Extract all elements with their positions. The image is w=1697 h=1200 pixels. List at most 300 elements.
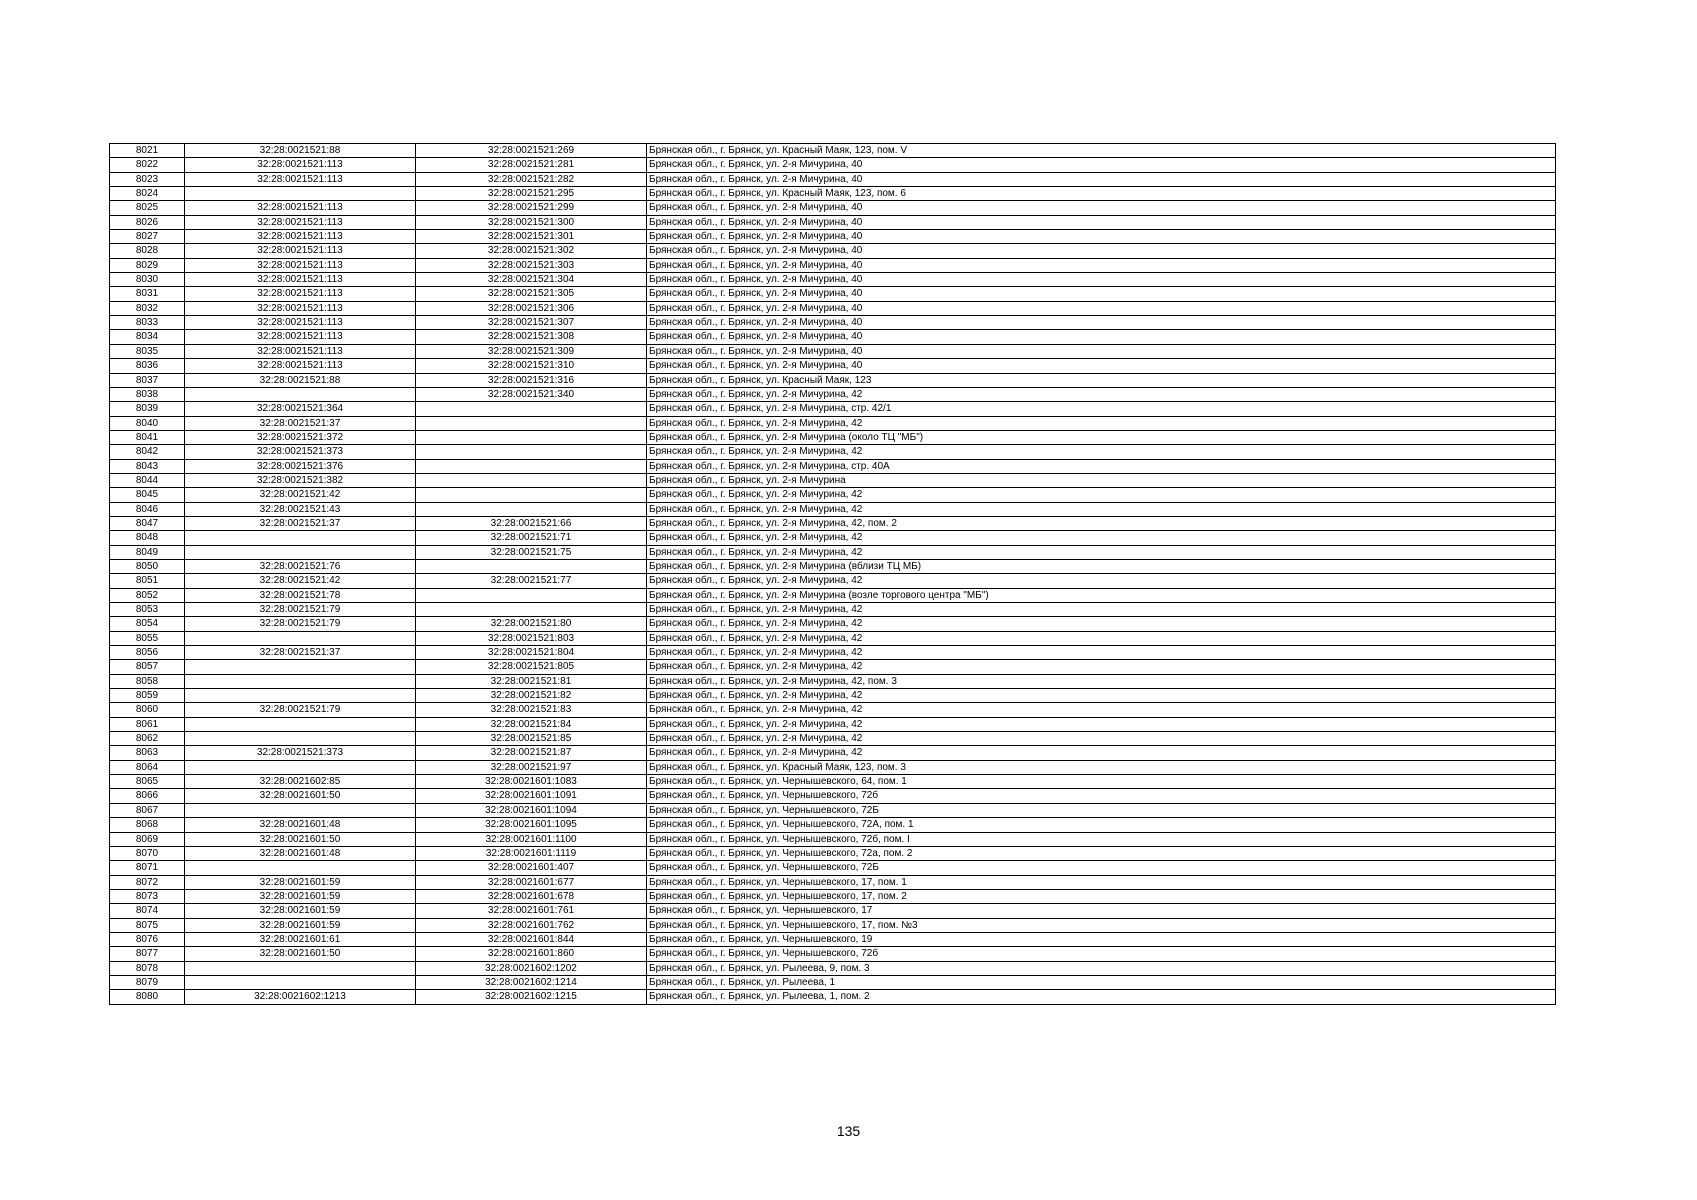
table-row (110, 904, 1556, 918)
address-cell: Брянская обл., г. Брянск, ул. Чернышевского, 19 (647, 932, 1556, 946)
table-row (110, 932, 1556, 946)
row-number-cell: 8070 (110, 846, 185, 860)
row-number-cell: 8057 (110, 660, 185, 674)
parcel-number-cell: 32:28:0021521:113 (185, 215, 416, 229)
address-cell: Брянская обл., г. Брянск, ул. Чернышевского, 17, пом. 2 (647, 889, 1556, 903)
table-row (110, 301, 1556, 315)
object-number-cell: 32:28:0021521:295 (416, 187, 647, 201)
table-row (110, 588, 1556, 602)
row-number-cell: 8055 (110, 631, 185, 645)
row-number-cell: 8030 (110, 273, 185, 287)
address-cell: Брянская обл., г. Брянск, ул. Чернышевского, 72Б (647, 803, 1556, 817)
object-number-cell: 32:28:0021521:805 (416, 660, 647, 674)
table-row (110, 387, 1556, 401)
object-number-cell: 32:28:0021601:860 (416, 947, 647, 961)
object-number-cell (416, 559, 647, 573)
object-number-cell: 32:28:0021601:678 (416, 889, 647, 903)
parcel-number-cell: 32:28:0021601:59 (185, 889, 416, 903)
parcel-number-cell: 32:28:0021521:113 (185, 158, 416, 172)
address-cell: Брянская обл., г. Брянск, ул. 2-я Мичурина, 40 (647, 301, 1556, 315)
address-cell: Брянская обл., г. Брянск, ул. Чернышевского, 72а, пом. 2 (647, 846, 1556, 860)
table-row (110, 531, 1556, 545)
parcel-number-cell (185, 387, 416, 401)
parcel-number-cell: 32:28:0021521:78 (185, 588, 416, 602)
address-cell: Брянская обл., г. Брянск, ул. Чернышевского, 72б (647, 947, 1556, 961)
object-number-cell: 32:28:0021521:303 (416, 258, 647, 272)
parcel-number-cell (185, 975, 416, 989)
address-cell: Брянская обл., г. Брянск, ул. Красный Маяк, 123 (647, 373, 1556, 387)
address-cell: Брянская обл., г. Брянск, ул. 2-я Мичурина, 42 (647, 488, 1556, 502)
row-number-cell: 8026 (110, 215, 185, 229)
row-number-cell: 8060 (110, 703, 185, 717)
parcel-number-cell: 32:28:0021521:113 (185, 359, 416, 373)
table-row (110, 975, 1556, 989)
parcel-number-cell: 32:28:0021601:48 (185, 846, 416, 860)
row-number-cell: 8074 (110, 904, 185, 918)
address-cell: Брянская обл., г. Брянск, ул. 2-я Мичурина (около ТЦ "МБ") (647, 430, 1556, 444)
row-number-cell: 8066 (110, 789, 185, 803)
object-number-cell: 32:28:0021602:1215 (416, 990, 647, 1004)
table-row (110, 445, 1556, 459)
table-row (110, 158, 1556, 172)
parcel-number-cell: 32:28:0021521:113 (185, 301, 416, 315)
parcel-number-cell (185, 861, 416, 875)
row-number-cell: 8049 (110, 545, 185, 559)
row-number-cell: 8024 (110, 187, 185, 201)
parcel-number-cell: 32:28:0021521:113 (185, 201, 416, 215)
parcel-number-cell (185, 717, 416, 731)
parcel-number-cell: 32:28:0021521:113 (185, 230, 416, 244)
table-row (110, 818, 1556, 832)
object-number-cell: 32:28:0021521:309 (416, 344, 647, 358)
object-number-cell: 32:28:0021521:308 (416, 330, 647, 344)
parcel-number-cell: 32:28:0021521:376 (185, 459, 416, 473)
parcel-number-cell: 32:28:0021601:59 (185, 904, 416, 918)
parcel-number-cell: 32:28:0021601:50 (185, 832, 416, 846)
row-number-cell: 8034 (110, 330, 185, 344)
object-number-cell: 32:28:0021521:66 (416, 516, 647, 530)
table-row (110, 746, 1556, 760)
row-number-cell: 8039 (110, 402, 185, 416)
parcel-number-cell: 32:28:0021521:382 (185, 473, 416, 487)
row-number-cell: 8076 (110, 932, 185, 946)
table-row (110, 316, 1556, 330)
parcel-number-cell (185, 803, 416, 817)
table-row (110, 330, 1556, 344)
object-number-cell (416, 502, 647, 516)
address-cell: Брянская обл., г. Брянск, ул. 2-я Мичурина, 42 (647, 545, 1556, 559)
table-row (110, 273, 1556, 287)
row-number-cell: 8036 (110, 359, 185, 373)
address-cell: Брянская обл., г. Брянск, ул. 2-я Мичурина, 42, пом. 3 (647, 674, 1556, 688)
address-cell: Брянская обл., г. Брянск, ул. Красный Маяк, 123, пом. 6 (647, 187, 1556, 201)
address-cell: Брянская обл., г. Брянск, ул. 2-я Мичурина, 42 (647, 717, 1556, 731)
parcel-number-cell: 32:28:0021521:79 (185, 703, 416, 717)
row-number-cell: 8040 (110, 416, 185, 430)
object-number-cell: 32:28:0021521:310 (416, 359, 647, 373)
table-row (110, 502, 1556, 516)
address-cell: Брянская обл., г. Брянск, ул. 2-я Мичурина, 42 (647, 502, 1556, 516)
table-row (110, 660, 1556, 674)
parcel-number-cell: 32:28:0021601:61 (185, 932, 416, 946)
row-number-cell: 8073 (110, 889, 185, 903)
row-number-cell: 8025 (110, 201, 185, 215)
parcel-number-cell: 32:28:0021601:59 (185, 918, 416, 932)
row-number-cell: 8071 (110, 861, 185, 875)
address-cell: Брянская обл., г. Брянск, ул. 2-я Мичурина (возле торгового центра "МБ") (647, 588, 1556, 602)
row-number-cell: 8061 (110, 717, 185, 731)
object-number-cell: 32:28:0021521:80 (416, 617, 647, 631)
row-number-cell: 8042 (110, 445, 185, 459)
row-number-cell: 8067 (110, 803, 185, 817)
object-number-cell: 32:28:0021521:75 (416, 545, 647, 559)
object-number-cell: 32:28:0021601:1119 (416, 846, 647, 860)
row-number-cell: 8077 (110, 947, 185, 961)
parcel-number-cell: 32:28:0021521:372 (185, 430, 416, 444)
table-row (110, 918, 1556, 932)
row-number-cell: 8032 (110, 301, 185, 315)
row-number-cell: 8050 (110, 559, 185, 573)
address-cell: Брянская обл., г. Брянск, ул. 2-я Мичурина, 42 (647, 531, 1556, 545)
object-number-cell: 32:28:0021521:97 (416, 760, 647, 774)
table-row (110, 373, 1556, 387)
address-cell: Брянская обл., г. Брянск, ул. 2-я Мичурина, стр. 42/1 (647, 402, 1556, 416)
parcel-number-cell: 32:28:0021521:373 (185, 746, 416, 760)
address-cell: Брянская обл., г. Брянск, ул. 2-я Мичурина, 40 (647, 258, 1556, 272)
address-cell: Брянская обл., г. Брянск, ул. 2-я Мичурина, 42 (647, 746, 1556, 760)
page-number: 135 (836, 1123, 861, 1139)
object-number-cell: 32:28:0021521:82 (416, 689, 647, 703)
table-row (110, 846, 1556, 860)
object-number-cell (416, 445, 647, 459)
address-cell: Брянская обл., г. Брянск, ул. Чернышевского, 64, пом. 1 (647, 775, 1556, 789)
row-number-cell: 8041 (110, 430, 185, 444)
parcel-number-cell: 32:28:0021521:79 (185, 617, 416, 631)
table-row (110, 646, 1556, 660)
object-number-cell: 32:28:0021521:87 (416, 746, 647, 760)
address-cell: Брянская обл., г. Брянск, ул. 2-я Мичурина, 40 (647, 201, 1556, 215)
table-row (110, 516, 1556, 530)
table-row (110, 760, 1556, 774)
object-number-cell: 32:28:0021521:307 (416, 316, 647, 330)
object-number-cell: 32:28:0021521:71 (416, 531, 647, 545)
address-cell: Брянская обл., г. Брянск, ул. 2-я Мичурина, 42 (647, 416, 1556, 430)
address-cell: Брянская обл., г. Брянск, ул. 2-я Мичурина, 42 (647, 703, 1556, 717)
address-cell: Брянская обл., г. Брянск, ул. Рылеева, 1, пом. 2 (647, 990, 1556, 1004)
row-number-cell: 8043 (110, 459, 185, 473)
row-number-cell: 8037 (110, 373, 185, 387)
row-number-cell: 8064 (110, 760, 185, 774)
parcel-number-cell: 32:28:0021602:85 (185, 775, 416, 789)
object-number-cell: 32:28:0021521:81 (416, 674, 647, 688)
address-cell: Брянская обл., г. Брянск, ул. Рылеева, 9, пом. 3 (647, 961, 1556, 975)
address-cell: Брянская обл., г. Брянск, ул. Рылеева, 1 (647, 975, 1556, 989)
address-cell: Брянская обл., г. Брянск, ул. 2-я Мичурина, 42 (647, 387, 1556, 401)
table-row (110, 861, 1556, 875)
table-row (110, 187, 1556, 201)
row-number-cell: 8046 (110, 502, 185, 516)
row-number-cell: 8068 (110, 818, 185, 832)
row-number-cell: 8052 (110, 588, 185, 602)
parcel-number-cell: 32:28:0021521:37 (185, 416, 416, 430)
parcel-number-cell: 32:28:0021521:42 (185, 488, 416, 502)
object-number-cell: 32:28:0021602:1202 (416, 961, 647, 975)
object-number-cell: 32:28:0021521:84 (416, 717, 647, 731)
table-row (110, 789, 1556, 803)
address-cell: Брянская обл., г. Брянск, ул. 2-я Мичурина, 40 (647, 287, 1556, 301)
table-row (110, 144, 1556, 158)
object-number-cell (416, 402, 647, 416)
object-number-cell: 32:28:0021521:305 (416, 287, 647, 301)
parcel-number-cell: 32:28:0021521:113 (185, 258, 416, 272)
object-number-cell (416, 488, 647, 502)
object-number-cell: 32:28:0021521:302 (416, 244, 647, 258)
table-row (110, 803, 1556, 817)
row-number-cell: 8051 (110, 574, 185, 588)
table-row (110, 717, 1556, 731)
address-cell: Брянская обл., г. Брянск, ул. 2-я Мичурина, 42 (647, 689, 1556, 703)
row-number-cell: 8044 (110, 473, 185, 487)
address-cell: Брянская обл., г. Брянск, ул. 2-я Мичурина, 42 (647, 574, 1556, 588)
parcel-number-cell (185, 545, 416, 559)
address-cell: Брянская обл., г. Брянск, ул. 2-я Мичурина, стр. 40А (647, 459, 1556, 473)
parcel-number-cell: 32:28:0021521:113 (185, 172, 416, 186)
table-row (110, 545, 1556, 559)
table-row (110, 473, 1556, 487)
address-cell: Брянская обл., г. Брянск, ул. Чернышевского, 17, пом. 1 (647, 875, 1556, 889)
object-number-cell: 32:28:0021521:804 (416, 646, 647, 660)
row-number-cell: 8047 (110, 516, 185, 530)
table-row (110, 344, 1556, 358)
table-row (110, 947, 1556, 961)
table-row (110, 990, 1556, 1004)
object-number-cell: 32:28:0021521:300 (416, 215, 647, 229)
object-number-cell: 32:28:0021601:1091 (416, 789, 647, 803)
row-number-cell: 8027 (110, 230, 185, 244)
table-row (110, 459, 1556, 473)
table-row (110, 875, 1556, 889)
address-cell: Брянская обл., г. Брянск, ул. 2-я Мичурина, 42 (647, 603, 1556, 617)
row-number-cell: 8056 (110, 646, 185, 660)
object-number-cell (416, 588, 647, 602)
row-number-cell: 8079 (110, 975, 185, 989)
address-cell: Брянская обл., г. Брянск, ул. 2-я Мичурина, 42 (647, 660, 1556, 674)
table-row (110, 215, 1556, 229)
table-row (110, 703, 1556, 717)
registry-table (109, 143, 1556, 1005)
parcel-number-cell: 32:28:0021521:37 (185, 516, 416, 530)
table-row (110, 244, 1556, 258)
row-number-cell: 8045 (110, 488, 185, 502)
address-cell: Брянская обл., г. Брянск, ул. Чернышевского, 72Б (647, 861, 1556, 875)
object-number-cell: 32:28:0021601:407 (416, 861, 647, 875)
row-number-cell: 8028 (110, 244, 185, 258)
object-number-cell: 32:28:0021521:340 (416, 387, 647, 401)
parcel-number-cell: 32:28:0021521:42 (185, 574, 416, 588)
address-cell: Брянская обл., г. Брянск, ул. Чернышевского, 17, пом. №3 (647, 918, 1556, 932)
address-cell: Брянская обл., г. Брянск, ул. 2-я Мичурина, 42 (647, 445, 1556, 459)
row-number-cell: 8031 (110, 287, 185, 301)
address-cell: Брянская обл., г. Брянск, ул. 2-я Мичурина, 40 (647, 359, 1556, 373)
parcel-number-cell (185, 531, 416, 545)
parcel-number-cell (185, 961, 416, 975)
table-row (110, 732, 1556, 746)
row-number-cell: 8054 (110, 617, 185, 631)
parcel-number-cell: 32:28:0021521:76 (185, 559, 416, 573)
table-row (110, 230, 1556, 244)
address-cell: Брянская обл., г. Брянск, ул. Красный Маяк, 123, пом. 3 (647, 760, 1556, 774)
table-row (110, 559, 1556, 573)
object-number-cell: 32:28:0021521:269 (416, 144, 647, 158)
object-number-cell (416, 603, 647, 617)
object-number-cell: 32:28:0021521:803 (416, 631, 647, 645)
object-number-cell: 32:28:0021521:306 (416, 301, 647, 315)
object-number-cell: 32:28:0021601:1100 (416, 832, 647, 846)
address-cell: Брянская обл., г. Брянск, ул. Чернышевского, 72б (647, 789, 1556, 803)
object-number-cell: 32:28:0021602:1214 (416, 975, 647, 989)
object-number-cell: 32:28:0021521:301 (416, 230, 647, 244)
row-number-cell: 8078 (110, 961, 185, 975)
address-cell: Брянская обл., г. Брянск, ул. 2-я Мичурина, 40 (647, 344, 1556, 358)
object-number-cell: 32:28:0021521:282 (416, 172, 647, 186)
table-row (110, 402, 1556, 416)
row-number-cell: 8021 (110, 144, 185, 158)
address-cell: Брянская обл., г. Брянск, ул. 2-я Мичурина, 42 (647, 617, 1556, 631)
row-number-cell: 8035 (110, 344, 185, 358)
address-cell: Брянская обл., г. Брянск, ул. 2-я Мичурина, 42, пом. 2 (647, 516, 1556, 530)
row-number-cell: 8059 (110, 689, 185, 703)
parcel-number-cell: 32:28:0021521:43 (185, 502, 416, 516)
table-row (110, 574, 1556, 588)
address-cell: Брянская обл., г. Брянск, ул. Чернышевского, 72б, пом. I (647, 832, 1556, 846)
address-cell: Брянская обл., г. Брянск, ул. 2-я Мичурина, 40 (647, 273, 1556, 287)
address-cell: Брянская обл., г. Брянск, ул. 2-я Мичурина (вблизи ТЦ МБ) (647, 559, 1556, 573)
object-number-cell (416, 459, 647, 473)
table-row (110, 832, 1556, 846)
object-number-cell: 32:28:0021521:316 (416, 373, 647, 387)
row-number-cell: 8063 (110, 746, 185, 760)
parcel-number-cell: 32:28:0021521:37 (185, 646, 416, 660)
object-number-cell: 32:28:0021521:77 (416, 574, 647, 588)
address-cell: Брянская обл., г. Брянск, ул. 2-я Мичурина, 40 (647, 316, 1556, 330)
object-number-cell: 32:28:0021521:304 (416, 273, 647, 287)
parcel-number-cell: 32:28:0021601:59 (185, 875, 416, 889)
parcel-number-cell: 32:28:0021521:113 (185, 273, 416, 287)
row-number-cell: 8022 (110, 158, 185, 172)
object-number-cell: 32:28:0021521:281 (416, 158, 647, 172)
address-cell: Брянская обл., г. Брянск, ул. 2-я Мичурина (647, 473, 1556, 487)
address-cell: Брянская обл., г. Брянск, ул. 2-я Мичурина, 40 (647, 244, 1556, 258)
parcel-number-cell: 32:28:0021521:79 (185, 603, 416, 617)
address-cell: Брянская обл., г. Брянск, ул. Красный Маяк, 123, пом. V (647, 144, 1556, 158)
parcel-number-cell (185, 732, 416, 746)
object-number-cell: 32:28:0021601:1094 (416, 803, 647, 817)
address-cell: Брянская обл., г. Брянск, ул. Чернышевского, 17 (647, 904, 1556, 918)
row-number-cell: 8038 (110, 387, 185, 401)
object-number-cell: 32:28:0021601:1095 (416, 818, 647, 832)
object-number-cell: 32:28:0021601:844 (416, 932, 647, 946)
row-number-cell: 8023 (110, 172, 185, 186)
table-row (110, 617, 1556, 631)
object-number-cell: 32:28:0021601:762 (416, 918, 647, 932)
parcel-number-cell: 32:28:0021521:113 (185, 287, 416, 301)
table-row (110, 258, 1556, 272)
table-row (110, 689, 1556, 703)
table-row (110, 416, 1556, 430)
address-cell: Брянская обл., г. Брянск, ул. 2-я Мичурина, 42 (647, 646, 1556, 660)
object-number-cell: 32:28:0021601:1083 (416, 775, 647, 789)
row-number-cell: 8075 (110, 918, 185, 932)
parcel-number-cell (185, 760, 416, 774)
address-cell: Брянская обл., г. Брянск, ул. 2-я Мичурина, 42 (647, 732, 1556, 746)
table-row (110, 287, 1556, 301)
object-number-cell: 32:28:0021601:677 (416, 875, 647, 889)
parcel-number-cell: 32:28:0021521:113 (185, 330, 416, 344)
table-row (110, 201, 1556, 215)
table-row (110, 889, 1556, 903)
address-cell: Брянская обл., г. Брянск, ул. 2-я Мичурина, 40 (647, 330, 1556, 344)
table-row (110, 674, 1556, 688)
object-number-cell (416, 473, 647, 487)
object-number-cell: 32:28:0021521:83 (416, 703, 647, 717)
row-number-cell: 8080 (110, 990, 185, 1004)
parcel-number-cell (185, 674, 416, 688)
parcel-number-cell: 32:28:0021601:48 (185, 818, 416, 832)
parcel-number-cell: 32:28:0021602:1213 (185, 990, 416, 1004)
address-cell: Брянская обл., г. Брянск, ул. 2-я Мичурина, 40 (647, 158, 1556, 172)
row-number-cell: 8065 (110, 775, 185, 789)
parcel-number-cell (185, 187, 416, 201)
object-number-cell: 32:28:0021601:761 (416, 904, 647, 918)
parcel-number-cell: 32:28:0021521:113 (185, 344, 416, 358)
address-cell: Брянская обл., г. Брянск, ул. 2-я Мичурина, 42 (647, 631, 1556, 645)
row-number-cell: 8033 (110, 316, 185, 330)
table-row (110, 603, 1556, 617)
registry-table-body (110, 144, 1556, 1005)
address-cell: Брянская обл., г. Брянск, ул. 2-я Мичурина, 40 (647, 230, 1556, 244)
parcel-number-cell (185, 631, 416, 645)
table-row (110, 172, 1556, 186)
parcel-number-cell: 32:28:0021521:88 (185, 144, 416, 158)
parcel-number-cell: 32:28:0021521:373 (185, 445, 416, 459)
address-cell: Брянская обл., г. Брянск, ул. Чернышевского, 72А, пом. 1 (647, 818, 1556, 832)
table-row (110, 961, 1556, 975)
parcel-number-cell: 32:28:0021601:50 (185, 789, 416, 803)
table-row (110, 488, 1556, 502)
parcel-number-cell: 32:28:0021521:113 (185, 316, 416, 330)
object-number-cell: 32:28:0021521:299 (416, 201, 647, 215)
parcel-number-cell (185, 689, 416, 703)
object-number-cell (416, 430, 647, 444)
row-number-cell: 8069 (110, 832, 185, 846)
parcel-number-cell: 32:28:0021521:113 (185, 244, 416, 258)
row-number-cell: 8029 (110, 258, 185, 272)
object-number-cell (416, 416, 647, 430)
table-row (110, 631, 1556, 645)
table-row (110, 430, 1556, 444)
table-row (110, 775, 1556, 789)
object-number-cell: 32:28:0021521:85 (416, 732, 647, 746)
row-number-cell: 8053 (110, 603, 185, 617)
row-number-cell: 8048 (110, 531, 185, 545)
row-number-cell: 8058 (110, 674, 185, 688)
address-cell: Брянская обл., г. Брянск, ул. 2-я Мичурина, 40 (647, 215, 1556, 229)
row-number-cell: 8062 (110, 732, 185, 746)
parcel-number-cell: 32:28:0021521:364 (185, 402, 416, 416)
parcel-number-cell (185, 660, 416, 674)
row-number-cell: 8072 (110, 875, 185, 889)
table-row (110, 359, 1556, 373)
